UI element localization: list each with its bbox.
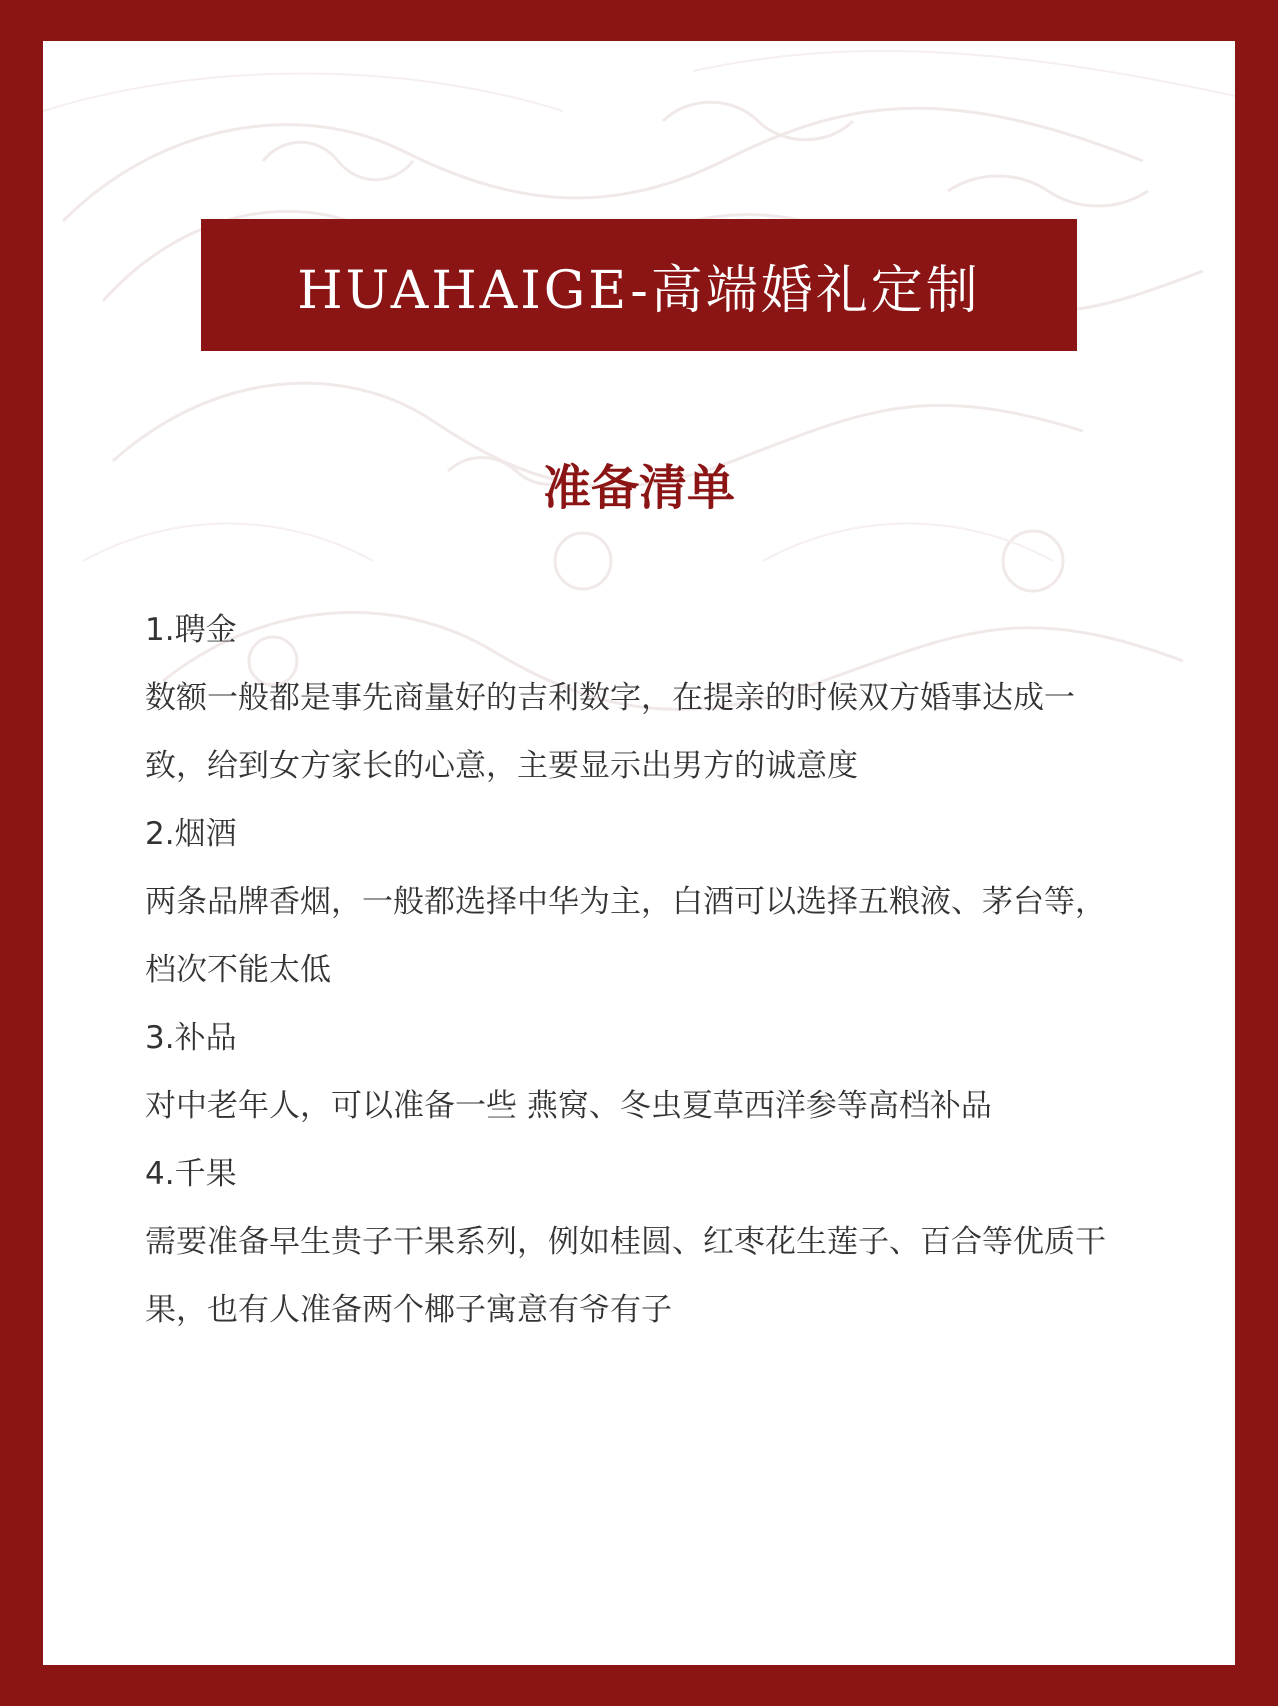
list-item xyxy=(145,1004,1135,1140)
item-text: 需要准备早生贵子干果系列，例如桂圆、红枣花生莲子、百合等优质干果，也有人准备两个椰子寓意有爷有子 xyxy=(145,1224,1106,1328)
list-item xyxy=(145,596,1135,800)
item-text: 两条品牌香烟，一般都选择中华为主，白酒可以选择五粮液、茅台等，档次不能太低 xyxy=(145,884,1106,988)
title-banner xyxy=(201,219,1077,351)
item-title: 1.聘金 xyxy=(145,612,237,648)
checklist xyxy=(145,596,1135,1344)
item-title: 4.千果 xyxy=(145,1156,237,1192)
list-item xyxy=(145,1140,1135,1344)
banner-title: HUAHAIGE-高端婚礼定制 xyxy=(297,260,981,321)
item-text: 数额一般都是事先商量好的吉利数字，在提亲的时候双方婚事达成一致，给到女方家长的心意，主要显示出男方的诚意度 xyxy=(145,680,1075,784)
item-title: 3.补品 xyxy=(145,1020,237,1056)
item-title: 2.烟酒 xyxy=(145,816,237,852)
content-card xyxy=(43,41,1235,1665)
page-title: 准备清单 xyxy=(542,460,735,516)
item-text: 对中老年人，可以准备一些 燕窝、冬虫夏草西洋参等高档补品 xyxy=(145,1088,992,1124)
list-item xyxy=(145,800,1135,1004)
